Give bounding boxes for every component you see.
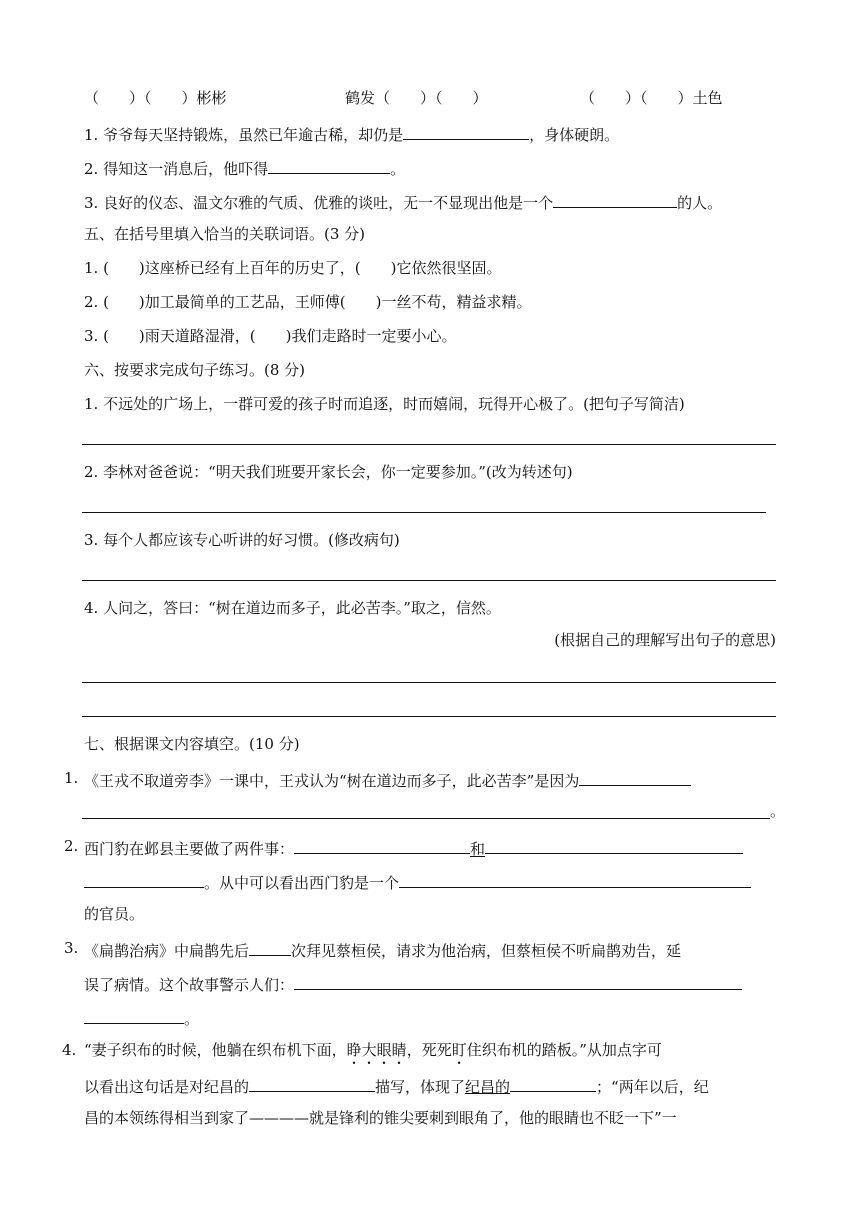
section-7-title: 七、根据课文内容填空。(10 分): [84, 735, 300, 753]
s7-q1-text: 《王戎不取道旁李》一课中，王戎认为“树在道边而多子，此必苦李”是因为: [84, 772, 580, 790]
s7-q3-blank-count[interactable]: [249, 938, 291, 956]
s7-q3-line-3: [84, 1006, 199, 1026]
section-5-title: 五、在括号里填入恰当的关联词语。(3 分): [84, 225, 366, 243]
s6-q2-answer-line[interactable]: [82, 512, 766, 513]
s7-question-4: [84, 1040, 662, 1060]
s7-q3-blank-lesson-cont[interactable]: [84, 1006, 184, 1024]
s7-q2-number: 2.: [64, 837, 79, 855]
s7-q3-blank-lesson[interactable]: [294, 972, 742, 990]
s4-q3-text: 3. 良好的仪态、温文尔雅的气质、优雅的谈吐，无一不显现出他是一个: [84, 194, 554, 212]
s7-q2-text: 西门豹在邺县主要做了两件事：: [84, 840, 295, 858]
s7-q2-blank-4[interactable]: [399, 870, 751, 888]
idiom-c: [580, 88, 723, 108]
s7-q4-text-c: ，死死: [406, 1041, 452, 1059]
s4-q1-answer-blank[interactable]: [403, 122, 529, 140]
idiom-b-blanks[interactable]: （ ）（ ）: [375, 89, 488, 107]
s7-q4-blank-2[interactable]: [510, 1074, 596, 1092]
s4-q3-answer-blank[interactable]: [553, 190, 677, 208]
s7-q4-text-2a: 以看出这句话是对纪昌的: [84, 1078, 250, 1096]
s6-question-4: 4. 人问之，答曰：“树在道边而多子，此必苦李。”取之，信然。: [84, 599, 501, 617]
s6-question-1: 1. 不远处的广场上，一群可爱的孩子时而追逐，时而嬉闹，玩得开心极了。(把句子写简洁): [84, 395, 685, 413]
idiom-row: [84, 88, 227, 108]
idiom-a-word: 彬彬: [196, 89, 227, 107]
s7-q2-and: 和: [470, 840, 486, 858]
s7-q3-end: 。: [184, 1010, 200, 1028]
s7-q3-line-2: [84, 972, 742, 992]
s4-q1-text-end: ，身体硬朗。: [529, 126, 620, 144]
s7-question-1: [84, 768, 691, 788]
s6-q4-answer-line-1[interactable]: [82, 682, 776, 683]
s7-q4-text-2c: 纪昌的: [465, 1078, 511, 1096]
s7-q2-blank-2[interactable]: [485, 836, 743, 854]
s7-q4-line-2: [84, 1074, 709, 1094]
section-6-title: 六、按要求完成句子练习。(8 分): [84, 361, 306, 379]
s7-q2-line-2: [84, 870, 751, 890]
s4-q2-text-end: 。: [390, 160, 406, 178]
s7-q4-text-e: 住织布机的踏板。”从加点字可: [466, 1041, 662, 1059]
s6-q3-answer-line[interactable]: [82, 580, 776, 581]
s7-question-2: [84, 836, 743, 856]
s7-q2-blank-1[interactable]: [294, 836, 470, 854]
s7-q4-dotted-1: 睁大眼睛: [346, 1041, 407, 1059]
idiom-c-word: 土色: [692, 89, 723, 107]
s7-q4-text-2b: 描写，体现了: [375, 1078, 466, 1096]
s6-q1-answer-line[interactable]: [82, 444, 776, 445]
s7-q3-text-1: 《扁鹊治病》中扁鹊先后: [84, 942, 250, 960]
idiom-b: [345, 88, 488, 108]
s7-q4-line-3: 昌的本领练得相当到家了————就是锋利的锥尖要刺到眼角了，他的眼睛也不眨一下”一: [84, 1109, 677, 1127]
s5-question-3[interactable]: 3. ( )雨天道路湿滑，( )我们走路时一定要小心。: [84, 327, 457, 345]
s4-q3-text-end: 的人。: [677, 194, 723, 212]
s7-q1-answer-blank[interactable]: [579, 768, 691, 786]
s6-question-2: 2. 李林对爸爸说：“明天我们班要开家长会，你一定要参加。”(改为转述句): [84, 463, 573, 481]
s6-q4-answer-line-2[interactable]: [82, 716, 776, 717]
s7-q4-text-a: “妻子织布的时候，他躺在织布机下面，: [84, 1041, 347, 1059]
s7-q3-text-2: 次拜见蔡桓侯，请求为他治病，但蔡桓侯不听扁鹊劝告，延: [291, 942, 682, 960]
s7-q3-text-3: 误了病情。这个故事警示人们：: [84, 976, 295, 994]
s7-q2-line-3: 的官员。: [84, 905, 145, 923]
s7-q2-text-2: 。从中可以看出西门豹是一个: [204, 874, 400, 892]
idiom-a-blanks[interactable]: （ ）（ ）: [84, 89, 197, 107]
s5-question-1[interactable]: 1. ( )这座桥已经有上百年的历史了，( )它依然很坚固。: [84, 259, 502, 277]
s7-q1-end: 。: [770, 802, 786, 820]
s7-q4-text-2d: ；“两年以后，纪: [596, 1078, 709, 1096]
s4-q2-text: 2. 得知这一消息后，他吓得: [84, 160, 269, 178]
s6-q4-note: (根据自己的理解写出句子的意思): [554, 631, 776, 649]
s4-q1-text: 1. 爷爷每天坚持锻炼，虽然已年逾古稀，却仍是: [84, 126, 404, 144]
s4-question-3: [84, 190, 722, 210]
s7-q2-blank-3[interactable]: [84, 870, 204, 888]
s4-question-2: [84, 156, 405, 176]
s6-question-3: 3. 每个人都应该专心听讲的好习惯。(修改病句): [84, 531, 400, 549]
s7-q4-number: 4.: [62, 1041, 77, 1059]
s7-question-3: [84, 938, 681, 958]
s7-q3-number: 3.: [64, 939, 79, 957]
s5-question-2[interactable]: 2. ( )加工最简单的工艺品，王师傅( )一丝不苟，精益求精。: [84, 293, 532, 311]
s7-q1-number: 1.: [64, 769, 79, 787]
s7-q4-blank-1[interactable]: [249, 1074, 375, 1092]
s7-q1-answer-line[interactable]: [82, 818, 770, 819]
s7-q4-dotted-2: 盯: [451, 1041, 467, 1059]
idiom-c-blanks[interactable]: （ ）（ ）: [580, 89, 693, 107]
s4-q2-answer-blank[interactable]: [268, 156, 390, 174]
s4-question-1: [84, 122, 619, 142]
idiom-b-word: 鹤发: [345, 89, 376, 107]
